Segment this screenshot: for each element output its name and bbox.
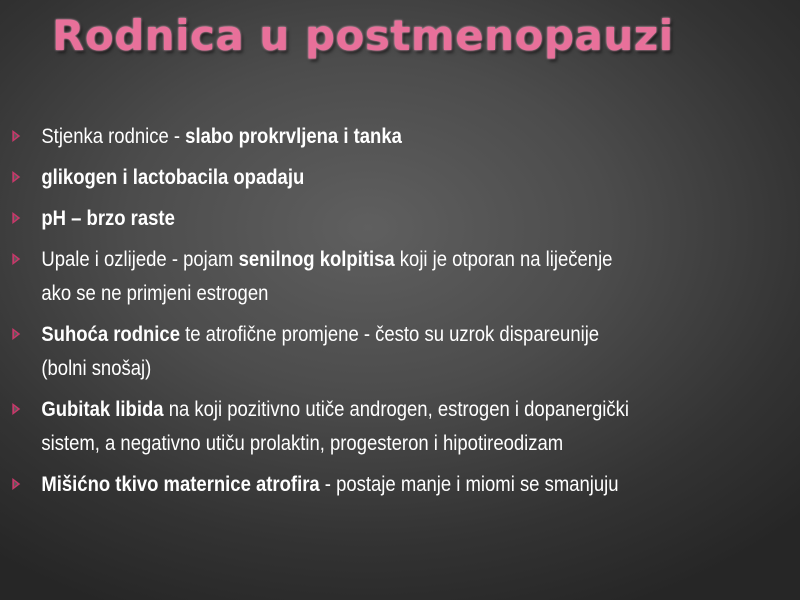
bullet-bold-text: slabo prokrvljena i tanka bbox=[185, 125, 402, 148]
arrow-bullet-icon bbox=[12, 171, 20, 183]
bullet-bold-text: senilnog kolpitisa bbox=[238, 248, 395, 271]
bullet-item-libido bbox=[0, 393, 800, 461]
slide-title: Rodnica u postmenopauzi bbox=[52, 11, 674, 60]
bullet-item-muscle-tissue bbox=[0, 468, 800, 502]
bullet-item-vaginal-wall bbox=[0, 120, 800, 154]
bullet-text: - postaje manje i miomi se smanjuju bbox=[319, 473, 619, 496]
arrow-bullet-icon bbox=[12, 212, 20, 224]
arrow-bullet-icon bbox=[12, 253, 20, 265]
bullet-bold-text: Mišićno tkivo maternice atrofira bbox=[41, 473, 320, 496]
bullet-text-continued: (bolni snošaj) bbox=[41, 357, 152, 380]
bullet-text: na koji pozitivno utiče androgen, estrogen i dopanergički bbox=[163, 398, 629, 421]
bullet-text-continued: sistem, a negativno utiču prolaktin, progesteron i hipotireodizam bbox=[41, 432, 564, 455]
bullet-text-continued: ako se ne primjeni estrogen bbox=[41, 282, 269, 305]
bullet-list bbox=[0, 120, 780, 502]
bullet-text: Stjenka rodnice - bbox=[41, 125, 186, 148]
bullet-item-glycogen bbox=[0, 161, 800, 195]
bullet-item-dryness bbox=[0, 318, 800, 386]
bullet-text: te atrofične promjene - često su uzrok dispareunije bbox=[179, 323, 600, 346]
bullet-bold-text: Gubitak libida bbox=[41, 398, 164, 421]
arrow-bullet-icon bbox=[12, 478, 20, 490]
bullet-text: Upale i ozlijede - pojam bbox=[41, 248, 239, 271]
arrow-bullet-icon bbox=[12, 130, 20, 142]
bullet-item-ph bbox=[0, 202, 800, 236]
bullet-item-inflammation bbox=[0, 243, 800, 311]
bullet-text: koji je otporan na liječenje bbox=[394, 248, 613, 271]
bullet-bold-text: glikogen i lactobacila opadaju bbox=[41, 166, 305, 189]
arrow-bullet-icon bbox=[12, 403, 20, 415]
bullet-bold-text: Suhoća rodnice bbox=[41, 323, 180, 346]
bullet-bold-text: pH – brzo raste bbox=[41, 207, 175, 230]
arrow-bullet-icon bbox=[12, 328, 20, 340]
